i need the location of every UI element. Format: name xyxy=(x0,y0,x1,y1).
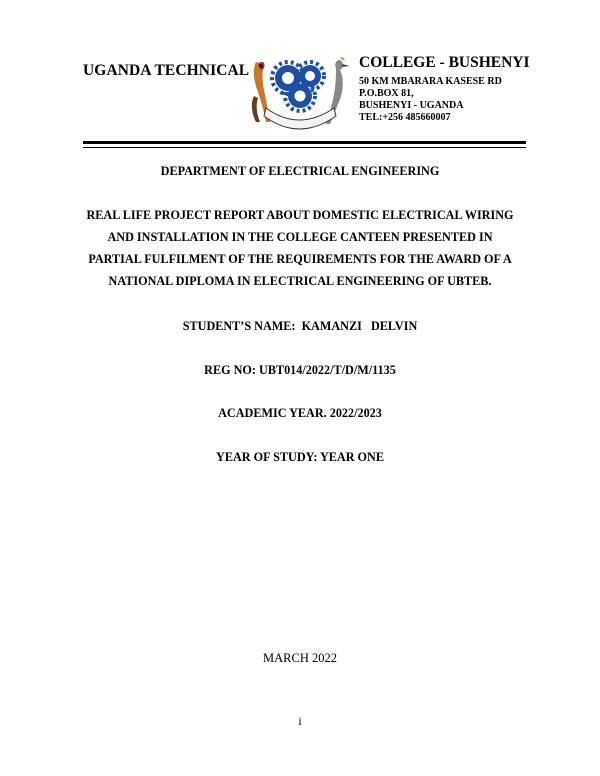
page-number: i xyxy=(298,714,302,728)
address-line: 50 KM MBARARA KASESE RD xyxy=(359,76,502,87)
academic-year: ACADEMIC YEAR. 2022/2023 xyxy=(218,406,382,420)
registration-number: REG NO: UBT014/2022/T/D/M/1135 xyxy=(204,363,396,377)
report-title-line: NATIONAL DIPLOMA IN ELECTRICAL ENGINEERING OF UBTEB. xyxy=(108,274,492,288)
college-name-right: COLLEGE - BUSHENYI xyxy=(359,54,530,71)
report-title-line: AND INSTALLATION IN THE COLLEGE CANTEEN PRESENTED IN xyxy=(107,230,493,244)
report-title-line: PARTIAL FULFILMENT OF THE REQUIREMENTS FOR THE AWARD OF A xyxy=(88,252,512,266)
student-name: STUDENT’S NAME: KAMANZI DELVIN xyxy=(182,319,418,333)
report-date: MARCH 2022 xyxy=(263,651,337,665)
college-logo xyxy=(244,52,354,132)
header-rule-thick xyxy=(83,141,526,144)
year-of-study: YEAR OF STUDY: YEAR ONE xyxy=(216,450,384,464)
address-line: BUSHENYI - UGANDA xyxy=(359,100,464,111)
report-title-line: REAL LIFE PROJECT REPORT ABOUT DOMESTIC ELECTRICAL WIRING xyxy=(86,208,514,222)
address-line: TEL:+256 485660007 xyxy=(359,112,451,123)
college-name-left: UGANDA TECHNICAL xyxy=(83,62,250,79)
department-heading: DEPARTMENT OF ELECTRICAL ENGINEERING xyxy=(160,164,440,178)
address-line: P.O.BOX 81, xyxy=(359,88,414,99)
header-rule-thin xyxy=(83,147,526,148)
